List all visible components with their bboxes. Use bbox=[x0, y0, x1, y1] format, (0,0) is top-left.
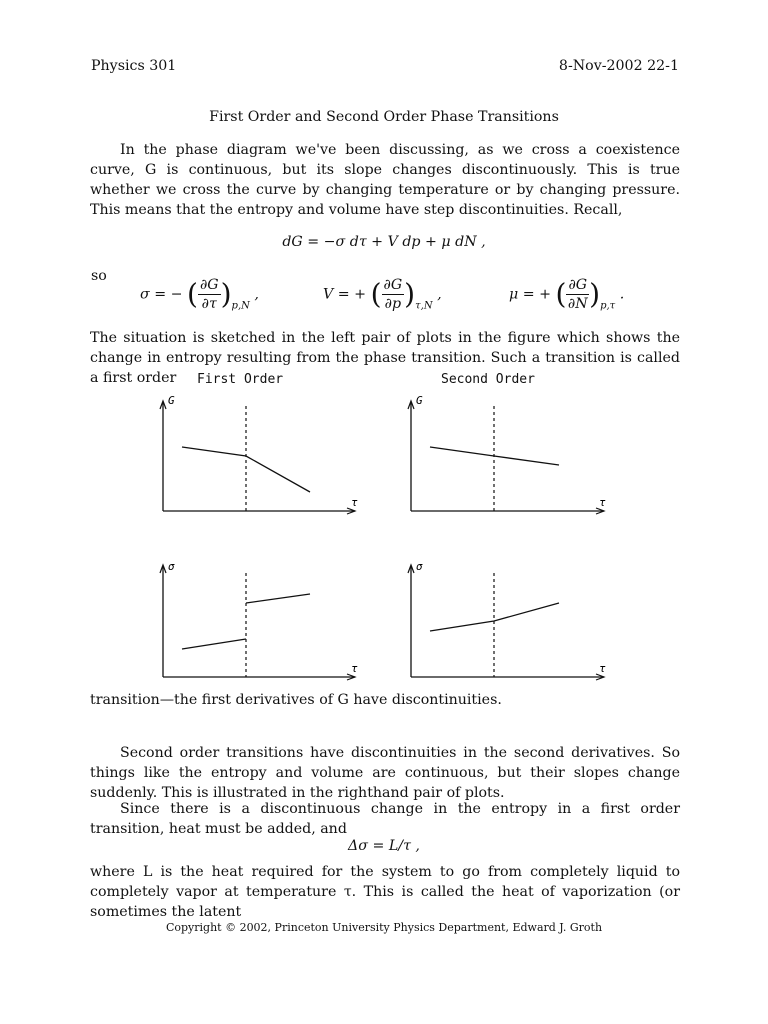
plot-G-second-order bbox=[408, 394, 606, 514]
copyright-footer: Copyright © 2002, Princeton University Physics Department, Edward J. Groth bbox=[165, 921, 603, 934]
curve-sigma-high bbox=[246, 594, 310, 603]
paragraph-2: The situation is sketched in the left pair of plots in the figure which shows the change in entropy resulting from the phase transition. Such a transition is called a first order bbox=[90, 330, 680, 386]
right-paren-icon: ) bbox=[220, 277, 232, 311]
equation-mu: μ = + ( $\frac{\partial G}{\partial N}$ )$_{p,\tau}$ . bbox=[509, 277, 625, 312]
paragraph-3: transition—the first derivatives of G have discontinuities. bbox=[90, 692, 502, 708]
left-paren-icon: ( bbox=[370, 277, 382, 311]
right-paren-icon: ) bbox=[404, 277, 416, 311]
section-title: First Order and Second Order Phase Transitions bbox=[209, 109, 559, 125]
V-subscript: τ,N bbox=[415, 300, 433, 312]
axis-label-sigma: σ bbox=[168, 560, 175, 573]
paragraph-5: Since there is a discontinuous change in the entropy in a first order transition, heat must be added, and bbox=[90, 801, 680, 837]
axis-label-sigma: σ bbox=[416, 560, 423, 573]
axis-label-tau: τ bbox=[351, 662, 358, 675]
paragraph-1: In the phase diagram we've been discussing, as we cross a coexistence curve, G is continuous, but its slope changes discontinuously. This is true whether we cross the curve by changing temperature or by changing pressure. This means that the entropy and volume have step discontinuities. Recall, bbox=[90, 142, 680, 218]
plot-title-second-order: Second Order bbox=[441, 372, 535, 387]
equation-delta-sigma: Δσ = L/τ , bbox=[348, 838, 420, 854]
axis-label-tau: τ bbox=[599, 496, 606, 509]
left-paren-icon: ( bbox=[187, 277, 198, 311]
mu-lhs: μ = + bbox=[509, 286, 552, 303]
header-date-ref: 8-Nov-2002 22-1 bbox=[558, 58, 679, 74]
mu-numerator: ∂G bbox=[568, 277, 588, 293]
equation-sigma: σ = − ( $\frac{\partial G}{\partial\tau}$ )$_{p,N}$ , bbox=[140, 277, 259, 312]
left-paren-icon: ( bbox=[555, 277, 567, 311]
right-paren-icon: ) bbox=[589, 277, 601, 311]
V-denominator: ∂p bbox=[384, 296, 402, 312]
word-so: so bbox=[91, 268, 107, 284]
axis-label-G: G bbox=[416, 394, 423, 407]
mu-denominator: ∂N bbox=[567, 296, 588, 312]
V-numerator: ∂G bbox=[383, 277, 403, 293]
plot-G-first-order bbox=[160, 394, 358, 514]
equation-V: V = + ( $\frac{\partial G}{\partial p}$ )$_{\tau,N}$ , bbox=[323, 277, 442, 312]
paragraph-4: Second order transitions have discontinuities in the second derivatives. So things like the entropy and volume are continuous, but their slopes change suddenly. This is illustrated in the righthand pair of plots. bbox=[90, 745, 680, 801]
equation-dG: dG = −σ dτ + V dp + μ dN , bbox=[282, 234, 486, 250]
V-lhs: V = + bbox=[323, 286, 367, 303]
sigma-denominator: ∂τ bbox=[201, 296, 217, 312]
paragraph-6: where L is the heat required for the system to go from completely liquid to completely vapor at temperature τ. This is called the heat of vaporization (or sometimes the latent bbox=[90, 864, 680, 920]
axis-label-G: G bbox=[168, 394, 175, 407]
plot-title-first-order: First Order bbox=[197, 372, 284, 387]
sigma-lhs: σ = − bbox=[140, 286, 183, 303]
mu-subscript: p,τ bbox=[600, 300, 616, 312]
axis-label-tau: τ bbox=[351, 496, 358, 509]
curve-sigma-low bbox=[182, 639, 246, 649]
sigma-numerator: ∂G bbox=[199, 277, 219, 293]
plot-sigma-first-order bbox=[160, 560, 358, 680]
plot-sigma-second-order bbox=[408, 560, 606, 680]
header-course: Physics 301 bbox=[91, 58, 177, 74]
sigma-subscript: p,N bbox=[231, 300, 250, 312]
axis-label-tau: τ bbox=[599, 662, 606, 675]
